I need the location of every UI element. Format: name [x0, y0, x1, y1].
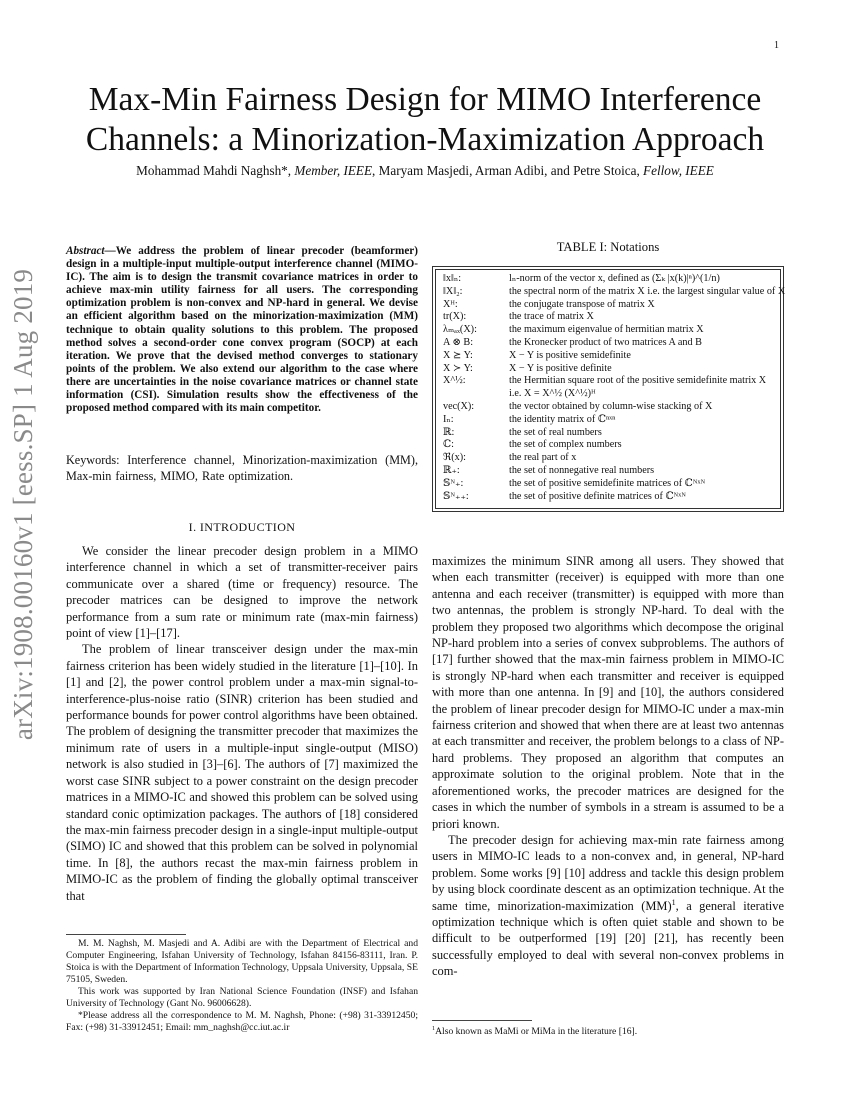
- notation-symbol: 𝕊ᴺ₊₊:: [443, 490, 469, 502]
- authors-rest: , Maryam Masjedi, Arman Adibi, and Petre Stoica,: [372, 163, 644, 178]
- paragraph: The problem of linear transceiver design under the max-min fairness criterion has been widely studied in the literature [1]–[10]. In [1] and [2], the power control problem under a max-min signal-to-interference-plus-noise ratio (SINR) criterion has been studied and performance bounds for power control algorithms have been obtained. The problem of designing the transmitter precoder that maximizes the minimum rate of users in a multiple-input single-output (MISO) network is also studied in [3]–[6]. The authors of [7] maximized the worst case SINR subject to a power constraint on the design precoder matrices in a MIMO-IC and showed this problem can be solved using standard conic optimization packages. The authors of [18] considered the max-min fairness precoder design in a single-input multiple-output (SIMO) IC and showed that this problem can be solved in polynomial time. In [8], the authors recast the max-min fairness problem in MIMO-IC as the problem of finding the globally optimal transceiver that: [66, 642, 418, 903]
- notation-row: [443, 324, 773, 335]
- notation-symbol: Iₙ:: [443, 413, 454, 425]
- author-1-role: Member, IEEE: [294, 163, 373, 178]
- footnote-mark: 1: [432, 1024, 436, 1032]
- notation-row: [443, 478, 773, 489]
- notation-symbol: ℜ(x):: [443, 452, 467, 464]
- notation-description: i.e. X = X^½ (X^½)ᴴ: [509, 388, 596, 400]
- notation-row: [443, 350, 773, 361]
- notation-description: the conjugate transpose of matrix X: [509, 298, 655, 310]
- notation-symbol: A ⊗ B:: [443, 337, 474, 348]
- notation-symbol: X ≻ Y:: [443, 362, 473, 374]
- footnote: *Please address all the correspondence to M. M. Naghsh, Phone: (+98) 31-33912450; Fax: (+98) 31-33912451; Email: mm_naghsh@cc.iut.ac.ir: [66, 1010, 418, 1033]
- notation-row: [443, 388, 773, 399]
- notation-description: the identity matrix of ℂⁿˣⁿ: [509, 413, 616, 425]
- notation-row: [443, 465, 773, 476]
- notation-symbol: tr(X):: [443, 311, 467, 323]
- author-list: [40, 163, 810, 179]
- notation-symbol: λₘₐₓ(X):: [443, 324, 477, 336]
- notation-description: X − Y is positive definite: [509, 362, 612, 374]
- notation-symbol: vec(X):: [443, 401, 475, 412]
- paragraph-text: , a general iterative optimization technique which is often quiet stable and shown to be difficult to be outperformed [19] [20] [21], has recently been successfully employed to deal with several non-convex problems in com-: [432, 898, 784, 979]
- footnotes-left: [66, 938, 418, 1034]
- arxiv-stamp: arXiv:1908.00160v1 [eess.SP] 1 Aug 2019: [8, 268, 39, 740]
- notation-row: [443, 299, 773, 310]
- abstract-text: —We address the problem of linear precoder (beamformer) design in a multiple-input multiple-output interference channel (MIMO-IC). The aim is to design the transmit covariance matrices in order to achieve max-min utility fairness for all users. The corresponding optimization problem is non-convex and NP-hard in general. We devise an efficient algorithm based on the minorization-maximization (MM) technique to obtain quality solutions to this problem. The proposed method solves a second-order cone convex program (SOCP) at each iteration. We prove that the devised method converges to stationary points of the problem. We also extend our algorithm to the case where there are uncertainties in the noise covariance matrices or channel state information (CSI). Simulation results show the effectiveness of the proposed method compared with its main competitor.: [66, 245, 418, 415]
- abstract: [66, 245, 418, 415]
- notation-description: the Kronecker product of two matrices A and B: [509, 337, 702, 348]
- notation-row: [443, 285, 786, 297]
- notation-description: the set of complex numbers: [509, 439, 622, 451]
- notation-row: [443, 363, 773, 374]
- notation-row: [443, 427, 773, 438]
- abstract-label: Abstract: [66, 245, 105, 257]
- notation-symbol: [443, 388, 509, 399]
- paragraph-text: The precoder design for achieving max-min rate fairness among users in MIMO-IC leads to a non-convex and, in general, NP-hard problem. Some works [9] [10] address and tackle this design problem by using block coordinate descent as an optimization technique. At the same time, minorization-maximization (MM): [432, 832, 784, 913]
- notation-symbol: X ⪰ Y:: [443, 349, 473, 361]
- notation-description: the trace of matrix X: [509, 311, 594, 323]
- author-1: Mohammad Mahdi Naghsh*,: [136, 163, 295, 178]
- notation-symbol: ‖x‖ₙ:: [443, 273, 462, 284]
- notation-description: the set of nonnegative real numbers: [509, 465, 655, 476]
- notation-description: the spectral norm of the matrix X i.e. the largest singular value of X: [509, 285, 786, 297]
- notation-description: X − Y is positive semidefinite: [509, 349, 631, 361]
- table-caption: TABLE I: Notations: [556, 240, 660, 254]
- title-line-2: Channels: a Minorization-Maximization Approach: [85, 121, 765, 158]
- paragraph: maximizes the minimum SINR among all users. They showed that when each transmitter (receiver) is equipped with more than one antenna and each receiver (transmitter) is equipped with more than two antennas, the problem is strongly NP-hard. To deal with the problem they proposed two algorithms which decompose the original NP-hard problem into a series of convex subproblems. The authors of [17] further showed that the max-min fairness problem in MIMO-IC is strongly NP-hard when each transmitter and receiver is equipped with more than one antenna. In [9] and [10], the authors considered the problem of linear precoder design for MIMO-IC under a max-min fairness criterion and showed that when there are at least two antennas at each transmitter and receiver, the problem belongs to a class of NP-hard problems. They proposed an algorithm that computes an approximate solution to the original problem. Note that in the aforementioned works, the precoder matrices are designed for the cases in which the number of symbols in a stream is assumed to be a priori known.: [432, 554, 784, 831]
- notation-row: [443, 401, 773, 412]
- notation-table: [432, 266, 784, 512]
- notation-row: [443, 452, 773, 463]
- notation-symbol: ℝ:: [443, 426, 455, 438]
- footnote: Also known as MaMi or MiMa in the literature [16].: [435, 1026, 638, 1037]
- paper-title: [60, 80, 790, 160]
- paragraph: We consider the linear precoder design problem in a MIMO interference channel in which a set of transmitter-receiver pairs communicate over a shared (time or frequency) resource. The precoder matrices can be designed to improve the network performance from a sum rate or minimum rate (max-min fairness) point of view [1]–[17].: [66, 544, 418, 641]
- notation-description: lₙ-norm of the vector x, defined as (Σₖ |x(k)|ⁿ)^(1/n): [509, 273, 720, 284]
- notation-row: [443, 337, 773, 348]
- paragraph: [432, 832, 784, 980]
- notation-description: the real part of x: [509, 452, 577, 464]
- notation-row: [443, 311, 773, 322]
- footnote: This work was supported by Iran National Science Foundation (INSF) and Isfahan University of Technology (Gant No. 96006628).: [66, 986, 418, 1009]
- notation-description: the set of positive definite matrices of ℂᴺˣᴺ: [509, 490, 686, 502]
- notation-symbol: ‖X‖₂:: [443, 285, 463, 297]
- keywords: Keywords: Interference channel, Minorization-maximization (MM), Max-min fairness, MIMO, Rate optimization.: [66, 453, 418, 483]
- notation-row: [443, 273, 773, 284]
- notation-row: [443, 491, 773, 502]
- notation-symbol: X^½:: [443, 375, 466, 387]
- footnote-right: [432, 1026, 784, 1038]
- notation-symbol: ℂ:: [443, 439, 454, 451]
- notation-description: the maximum eigenvalue of hermitian matrix X: [509, 324, 704, 336]
- notation-symbol: ℝ₊:: [443, 465, 460, 476]
- notation-row: [443, 439, 773, 450]
- arxiv-stamp-container: [4, 264, 44, 744]
- notation-row: [443, 375, 773, 386]
- body-column-right: [432, 553, 784, 980]
- section-title: I. INTRODUCTION: [188, 520, 296, 534]
- notation-row: [443, 414, 773, 425]
- body-column-left: [66, 543, 418, 904]
- notation-symbol: 𝕊ᴺ₊:: [443, 477, 464, 489]
- notation-symbol: Xᴴ:: [443, 298, 458, 310]
- notation-description: the Hermitian square root of the positive semidefinite matrix X: [509, 375, 767, 387]
- page-number: 1: [774, 40, 779, 51]
- title-line-1: Max-Min Fairness Design for MIMO Interference: [88, 81, 762, 118]
- notation-description: the set of positive semidefinite matrices of ℂᴺˣᴺ: [509, 477, 706, 489]
- footnote-divider: [66, 934, 186, 935]
- footnote: M. M. Naghsh, M. Masjedi and A. Adibi are with the Department of Electrical and Computer Engineering, Isfahan University of Technology, Isfahan 84156-83111, Iran. P. Stoica is with the Department of Information Technology, Uppsala University, Uppsala, SE 75105, Sweden.: [66, 938, 418, 985]
- author-last-role: Fellow, IEEE: [643, 163, 714, 178]
- notation-description: the vector obtained by column-wise stacking of X: [509, 401, 713, 412]
- footnote-divider: [432, 1020, 532, 1021]
- notation-description: the set of real numbers: [509, 426, 602, 438]
- footnote-ref[interactable]: 1: [671, 897, 676, 907]
